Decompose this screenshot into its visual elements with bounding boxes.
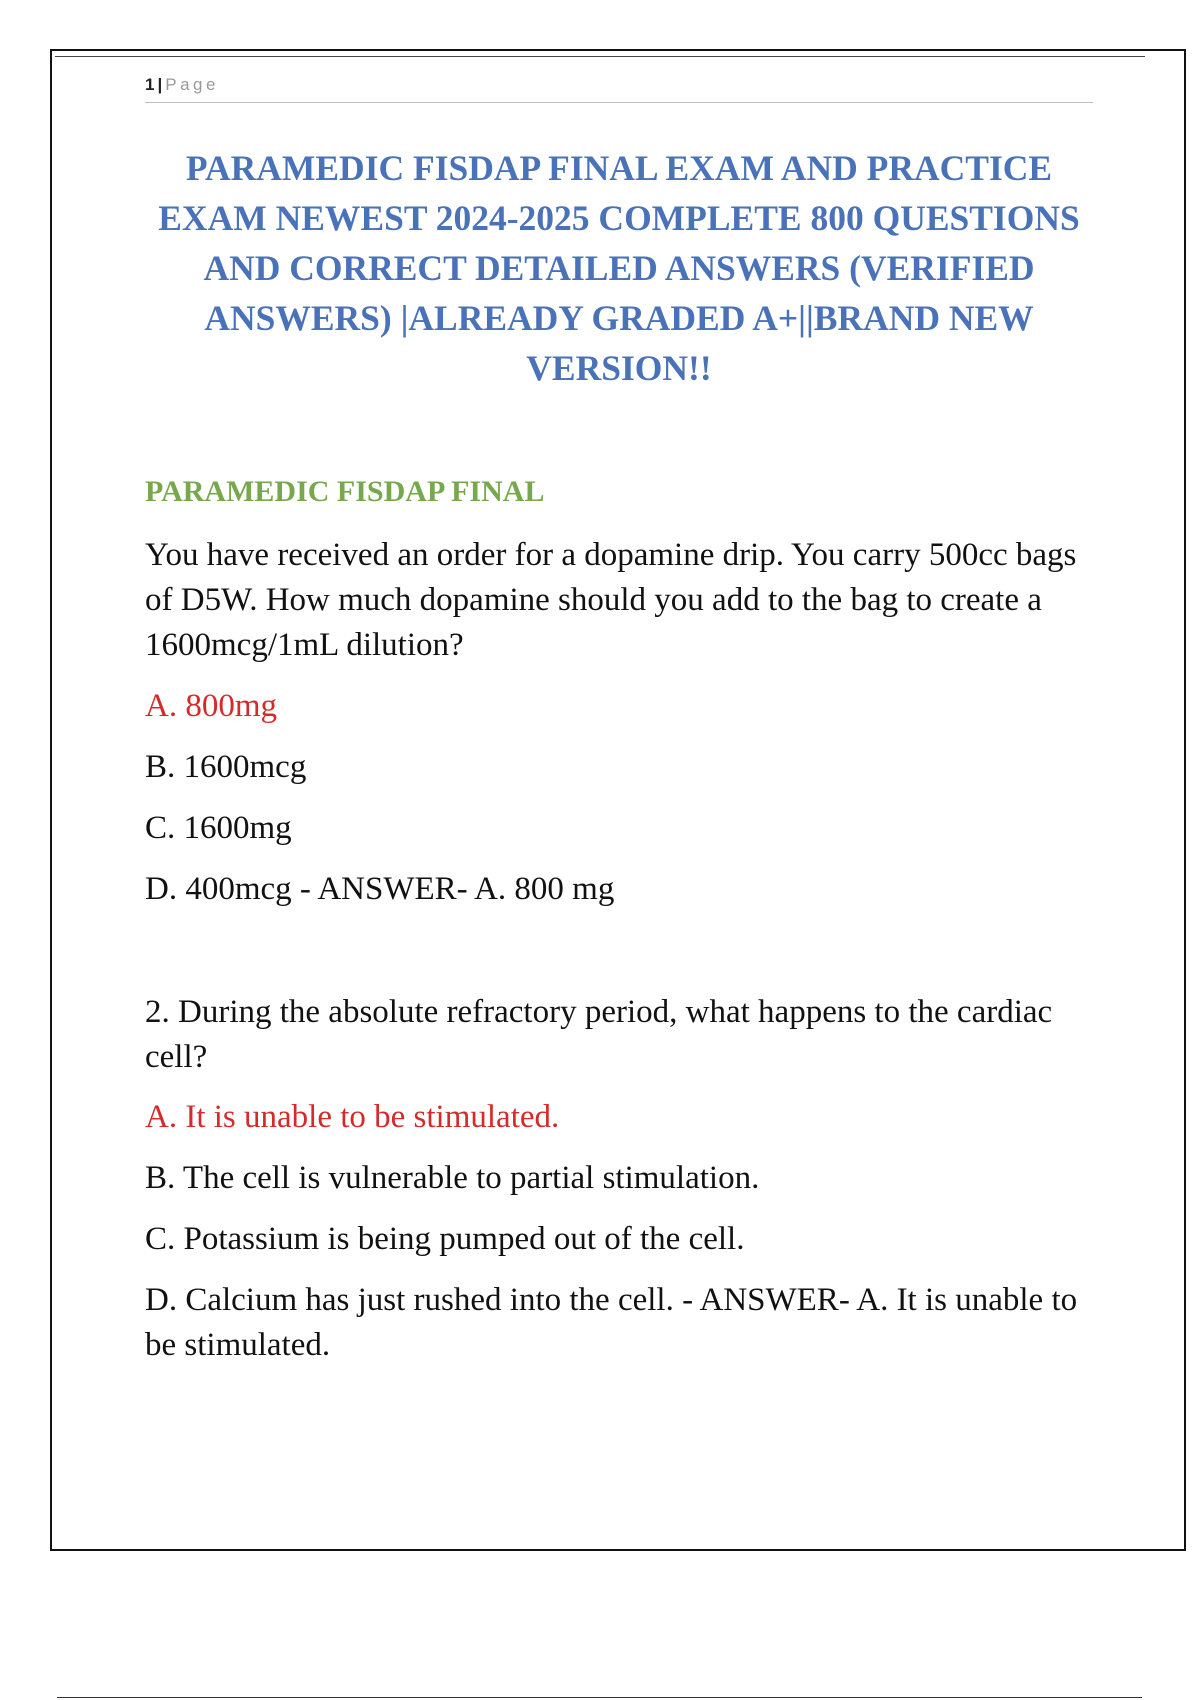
option-d-with-answer: D. 400mcg - ANSWER- A. 800 mg [145,871,615,907]
question-2 [145,990,1100,1368]
section-heading: PARAMEDIC FISDAP FINAL [145,475,545,508]
question-text: 2. During the absolute refractory period, what happens to the cardiac cell? [145,994,1053,1075]
bottom-rule [57,1697,1142,1698]
page-label: Page [165,75,219,94]
option-b: B. 1600mcg [145,749,307,785]
option-c: C. Potassium is being pumped out of the cell. [145,1221,745,1257]
page-header [145,74,219,96]
option-c: C. 1600mg [145,810,292,846]
top-rule [55,56,1145,57]
header-underline [145,102,1093,103]
header-separator: | [157,75,163,94]
question-text: You have received an order for a dopamine drip. You carry 500cc bags of D5W. How much dopamine should you add to the bag to create a 1600mcg/1mL dilution? [145,537,1077,663]
page-number: 1 [145,75,155,94]
option-d-with-answer: D. Calcium has just rushed into the cell. - ANSWER- A. It is unable to be stimulated. [145,1282,1078,1363]
option-b: B. The cell is vulnerable to partial stimulation. [145,1160,760,1196]
document-title: PARAMEDIC FISDAP FINAL EXAM AND PRACTICE EXAM NEWEST 2024-2025 COMPLETE 800 QUESTIONS AND CORRECT DETAILED ANSWERS (VERIFIED ANSWERS) |ALREADY GRADED A+||BRAND NEW VERSION!! [158,148,1080,388]
option-a-correct: A. It is unable to be stimulated. [145,1099,560,1135]
question-1 [145,533,1100,928]
option-a-correct: A. 800mg [145,688,277,724]
